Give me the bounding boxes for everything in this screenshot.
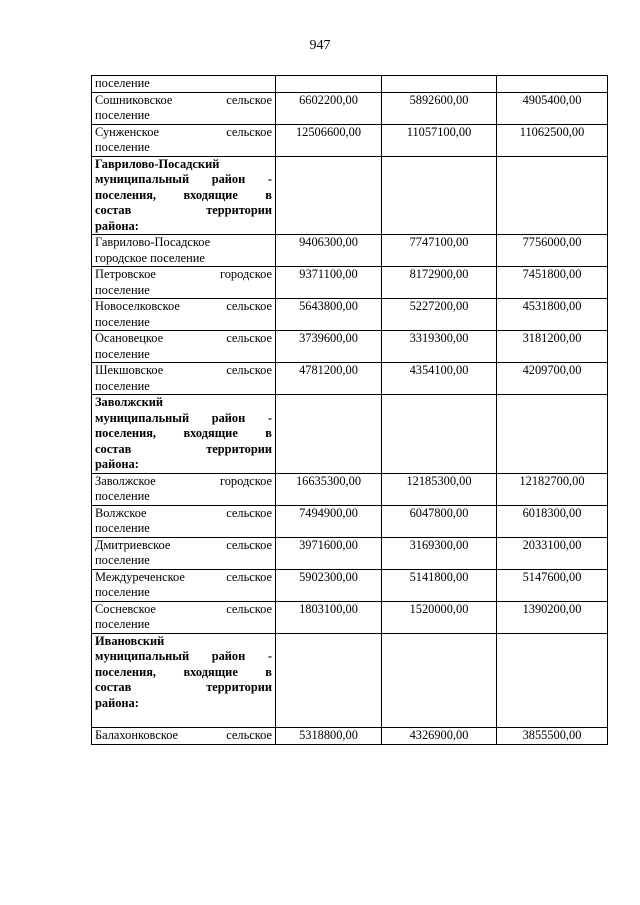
amount-cell-1: 7494900,00	[276, 505, 382, 537]
district-name-line: Заволжский	[95, 395, 164, 409]
settlement-name-line2: поселение	[95, 378, 150, 393]
district-name-line: района:	[95, 218, 139, 233]
settlement-name-cell	[92, 728, 276, 745]
amount-cell-2: 12185300,00	[382, 473, 497, 505]
amount-cell-2: 5892600,00	[382, 92, 497, 124]
amount-cell-2: 4354100,00	[382, 363, 497, 395]
district-name-line: Гаврилово-Посадский	[95, 156, 220, 171]
settlement-name-cell	[92, 505, 276, 537]
district-name-line: муниципальный район -	[95, 649, 272, 663]
amount-cell-2: 6047800,00	[382, 505, 497, 537]
settlement-name-line2: поселение	[95, 76, 150, 90]
amount-cell-2	[382, 156, 497, 235]
amount-cell-2: 5227200,00	[382, 299, 497, 331]
settlement-name-cell	[92, 267, 276, 299]
settlement-name-cell	[92, 537, 276, 569]
amount-cell-1: 3739600,00	[276, 331, 382, 363]
settlement-name-line2: поселение	[95, 553, 150, 567]
amount-cell-2	[382, 395, 497, 474]
settlement-name-line2: поселение	[95, 282, 150, 297]
settlement-name-line1: Дмитриевское сельское	[95, 537, 272, 552]
amount-cell-3: 6018300,00	[497, 505, 608, 537]
settlement-name-line2: поселение	[95, 346, 150, 361]
amount-cell-2: 8172900,00	[382, 267, 497, 299]
amount-cell-1	[276, 156, 382, 235]
settlement-name-line1: Сошниковское сельское	[95, 92, 272, 107]
amount-cell-2: 3169300,00	[382, 537, 497, 569]
settlement-name-line2: поселение	[95, 314, 150, 329]
settlement-name-cell	[92, 299, 276, 331]
settlement-name-line1: Гаврилово-Посадское	[95, 235, 211, 249]
settlement-name-line1: Шекшовское сельское	[95, 363, 272, 377]
table-row	[92, 92, 608, 124]
amount-cell-2: 5141800,00	[382, 569, 497, 601]
settlement-name-line1: Заволжское городское	[95, 473, 272, 488]
amount-cell-1: 3971600,00	[276, 537, 382, 569]
settlement-name-line2: поселение	[95, 521, 150, 535]
district-name-line: состав территории	[95, 203, 272, 217]
amount-cell-3	[497, 76, 608, 93]
table-row	[92, 76, 608, 93]
amount-cell-2	[382, 633, 497, 728]
settlement-name-line1: Сосневское сельское	[95, 601, 272, 616]
amount-cell-3: 4209700,00	[497, 363, 608, 395]
table-row	[92, 537, 608, 569]
district-name-line: поселения, входящие в	[95, 187, 272, 202]
settlement-name-line1: Новоселковское сельское	[95, 299, 272, 313]
district-name-cell	[92, 633, 276, 728]
settlement-name-cell	[92, 569, 276, 601]
amount-cell-3: 2033100,00	[497, 537, 608, 569]
page-number: 947	[309, 38, 331, 53]
table-row	[92, 331, 608, 363]
amount-cell-1: 1803100,00	[276, 601, 382, 633]
amount-cell-3: 4531800,00	[497, 299, 608, 331]
amount-cell-1: 9406300,00	[276, 235, 382, 267]
district-name-line: района:	[95, 457, 139, 471]
section-header-row	[92, 156, 608, 235]
amount-cell-3: 7756000,00	[497, 235, 608, 267]
amount-cell-2: 7747100,00	[382, 235, 497, 267]
amount-cell-3: 11062500,00	[497, 124, 608, 156]
amount-cell-1	[276, 76, 382, 93]
amount-cell-3: 4905400,00	[497, 92, 608, 124]
settlement-name-cell	[92, 363, 276, 395]
amount-cell-3: 5147600,00	[497, 569, 608, 601]
amount-cell-1: 6602200,00	[276, 92, 382, 124]
budget-table-body	[92, 76, 608, 745]
table-row	[92, 505, 608, 537]
budget-table	[91, 75, 608, 745]
settlement-name-line2: поселение	[95, 585, 150, 599]
amount-cell-1	[276, 633, 382, 728]
amount-cell-3: 1390200,00	[497, 601, 608, 633]
settlement-name-line1: Междуреченское сельское	[95, 569, 272, 584]
settlement-name-line2: поселение	[95, 489, 150, 503]
settlement-name-line2: поселение	[95, 108, 150, 122]
table-row	[92, 728, 608, 745]
amount-cell-2: 3319300,00	[382, 331, 497, 363]
settlement-name-cell	[92, 331, 276, 363]
amount-cell-1: 5902300,00	[276, 569, 382, 601]
district-name-line: Ивановский	[95, 633, 165, 648]
settlement-name-line2: городское поселение	[95, 250, 205, 265]
settlement-name-line1: Осановецкое сельское	[95, 331, 272, 345]
amount-cell-1	[276, 395, 382, 474]
district-name-line: района:	[95, 695, 139, 710]
district-name-line: поселения, входящие в	[95, 426, 272, 440]
amount-cell-3	[497, 156, 608, 235]
settlement-name-line1: Петровское городское	[95, 267, 272, 281]
table-row	[92, 235, 608, 267]
table-row	[92, 299, 608, 331]
section-header-row	[92, 633, 608, 728]
settlement-name-cell	[92, 76, 276, 93]
amount-cell-2: 4326900,00	[382, 728, 497, 745]
settlement-name-line1: Сунженское сельское	[95, 124, 272, 139]
amount-cell-1: 5643800,00	[276, 299, 382, 331]
table-row	[92, 473, 608, 505]
amount-cell-3	[497, 395, 608, 474]
settlement-name-line2: поселение	[95, 617, 150, 631]
settlement-name-cell	[92, 92, 276, 124]
table-row	[92, 267, 608, 299]
amount-cell-2	[382, 76, 497, 93]
amount-cell-2: 1520000,00	[382, 601, 497, 633]
amount-cell-2: 11057100,00	[382, 124, 497, 156]
district-name-line: поселения, входящие в	[95, 664, 272, 679]
amount-cell-3: 7451800,00	[497, 267, 608, 299]
district-name-line: муниципальный район -	[95, 410, 272, 425]
settlement-name-line1: Балахонковское сельское	[95, 728, 272, 742]
district-name-cell	[92, 395, 276, 474]
settlement-name-cell	[92, 235, 276, 267]
amount-cell-3: 3181200,00	[497, 331, 608, 363]
amount-cell-1: 16635300,00	[276, 473, 382, 505]
table-row	[92, 601, 608, 633]
amount-cell-3	[497, 633, 608, 728]
table-row	[92, 363, 608, 395]
amount-cell-1: 4781200,00	[276, 363, 382, 395]
amount-cell-1: 5318800,00	[276, 728, 382, 745]
settlement-name-cell	[92, 601, 276, 633]
settlement-name-cell	[92, 124, 276, 156]
district-name-line: состав территории	[95, 680, 272, 694]
section-header-row	[92, 395, 608, 474]
table-row	[92, 124, 608, 156]
amount-cell-3: 3855500,00	[497, 728, 608, 745]
settlement-name-line2: поселение	[95, 140, 150, 154]
district-name-line: муниципальный район -	[95, 172, 272, 186]
district-name-line: состав территории	[95, 441, 272, 456]
amount-cell-1: 9371100,00	[276, 267, 382, 299]
table-row	[92, 569, 608, 601]
amount-cell-3: 12182700,00	[497, 473, 608, 505]
amount-cell-1: 12506600,00	[276, 124, 382, 156]
settlement-name-line1: Волжское сельское	[95, 505, 272, 520]
settlement-name-cell	[92, 473, 276, 505]
district-name-cell	[92, 156, 276, 235]
